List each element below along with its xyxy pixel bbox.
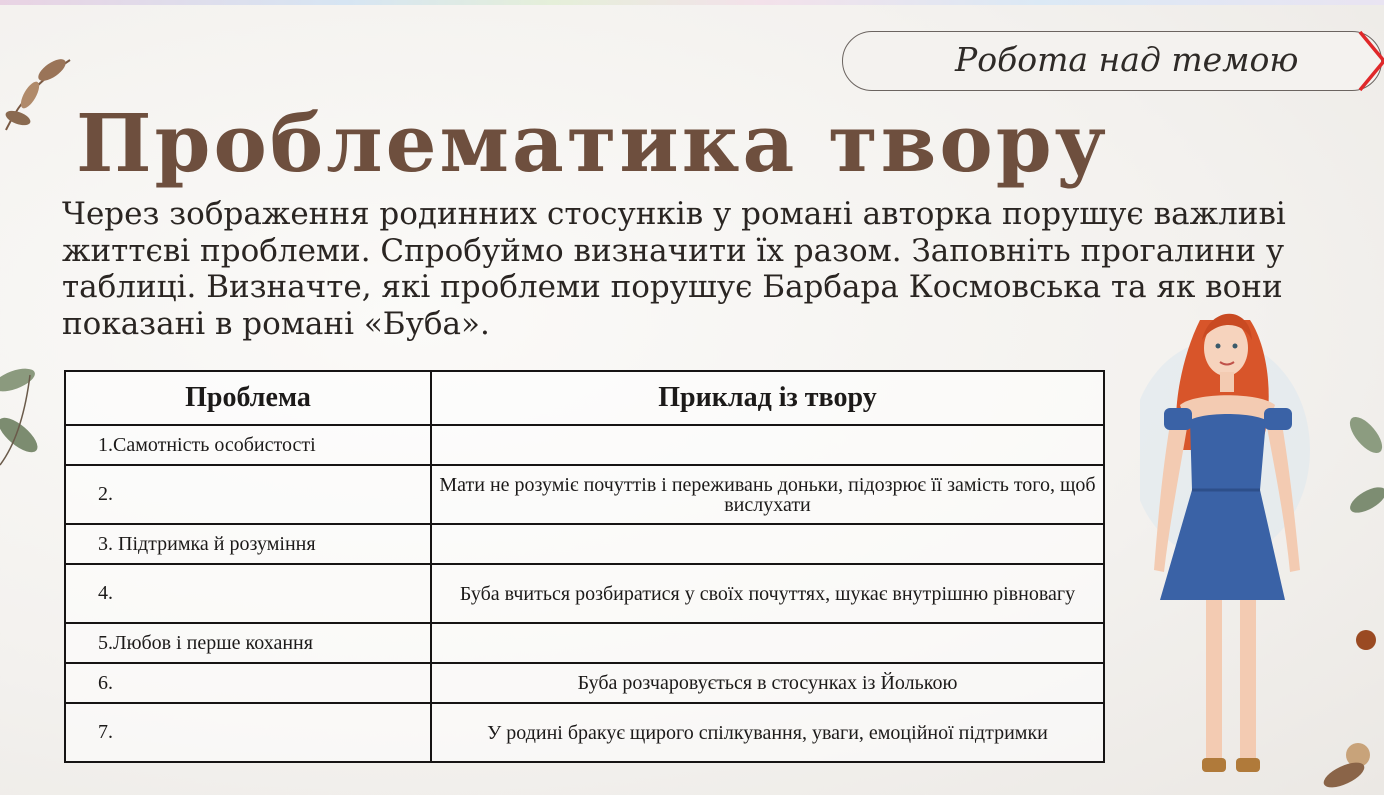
- intro-paragraph: Через зображення родинних стосунків у романі авторка порушує важливі життєві проблеми. Спробуймо визначити їх разом. Заповніть прогалини у таблиці. Визначте, які проблеми порушує Барбара Космовська та як вони показані в романі «Буба».: [62, 196, 1286, 342]
- leaf-decoration-left: [0, 355, 50, 485]
- chevron-right-icon[interactable]: [1356, 30, 1384, 92]
- table-row: [65, 524, 1104, 564]
- table-row: [65, 465, 1104, 524]
- header-problem: Проблема: [65, 371, 431, 425]
- problem-cell: 5.Любов і перше кохання: [65, 623, 431, 663]
- example-cell[interactable]: [431, 425, 1104, 465]
- example-cell: У родині бракує щирого спілкування, уваги, емоційної підтримки: [431, 703, 1104, 762]
- top-color-strip: [0, 0, 1384, 5]
- table-header-row: [65, 371, 1104, 425]
- section-label-text: Робота над темою: [955, 40, 1299, 79]
- problem-cell[interactable]: 2.: [65, 465, 431, 524]
- problem-cell[interactable]: 4.: [65, 564, 431, 623]
- table-row: [65, 425, 1104, 465]
- problem-cell[interactable]: 7.: [65, 703, 431, 762]
- example-cell: Буба вчиться розбиратися у своїх почуттях, шукає внутрішню рівновагу: [431, 564, 1104, 623]
- leaf-decoration-right: [1330, 400, 1384, 540]
- table-row: [65, 703, 1104, 762]
- leaf-decoration-top-left: [0, 40, 80, 140]
- example-cell: Буба розчаровується в стосунках із Йолькою: [431, 663, 1104, 703]
- problems-table: [64, 370, 1105, 763]
- example-cell[interactable]: [431, 524, 1104, 564]
- header-example: Приклад із твору: [431, 371, 1104, 425]
- table-row: [65, 564, 1104, 623]
- table-row: [65, 663, 1104, 703]
- table-row: [65, 623, 1104, 663]
- problem-cell[interactable]: 6.: [65, 663, 431, 703]
- example-cell: Мати не розуміє почуттів і переживань доньки, підозрює її замість того, щоб вислухати: [431, 465, 1104, 524]
- page-title: Проблематика твору: [76, 96, 1109, 190]
- girl-illustration: [1140, 300, 1315, 795]
- problem-cell: 1.Самотність особистості: [65, 425, 431, 465]
- section-label-pill[interactable]: [842, 31, 1382, 91]
- example-cell[interactable]: [431, 623, 1104, 663]
- problem-cell: 3. Підтримка й розуміння: [65, 524, 431, 564]
